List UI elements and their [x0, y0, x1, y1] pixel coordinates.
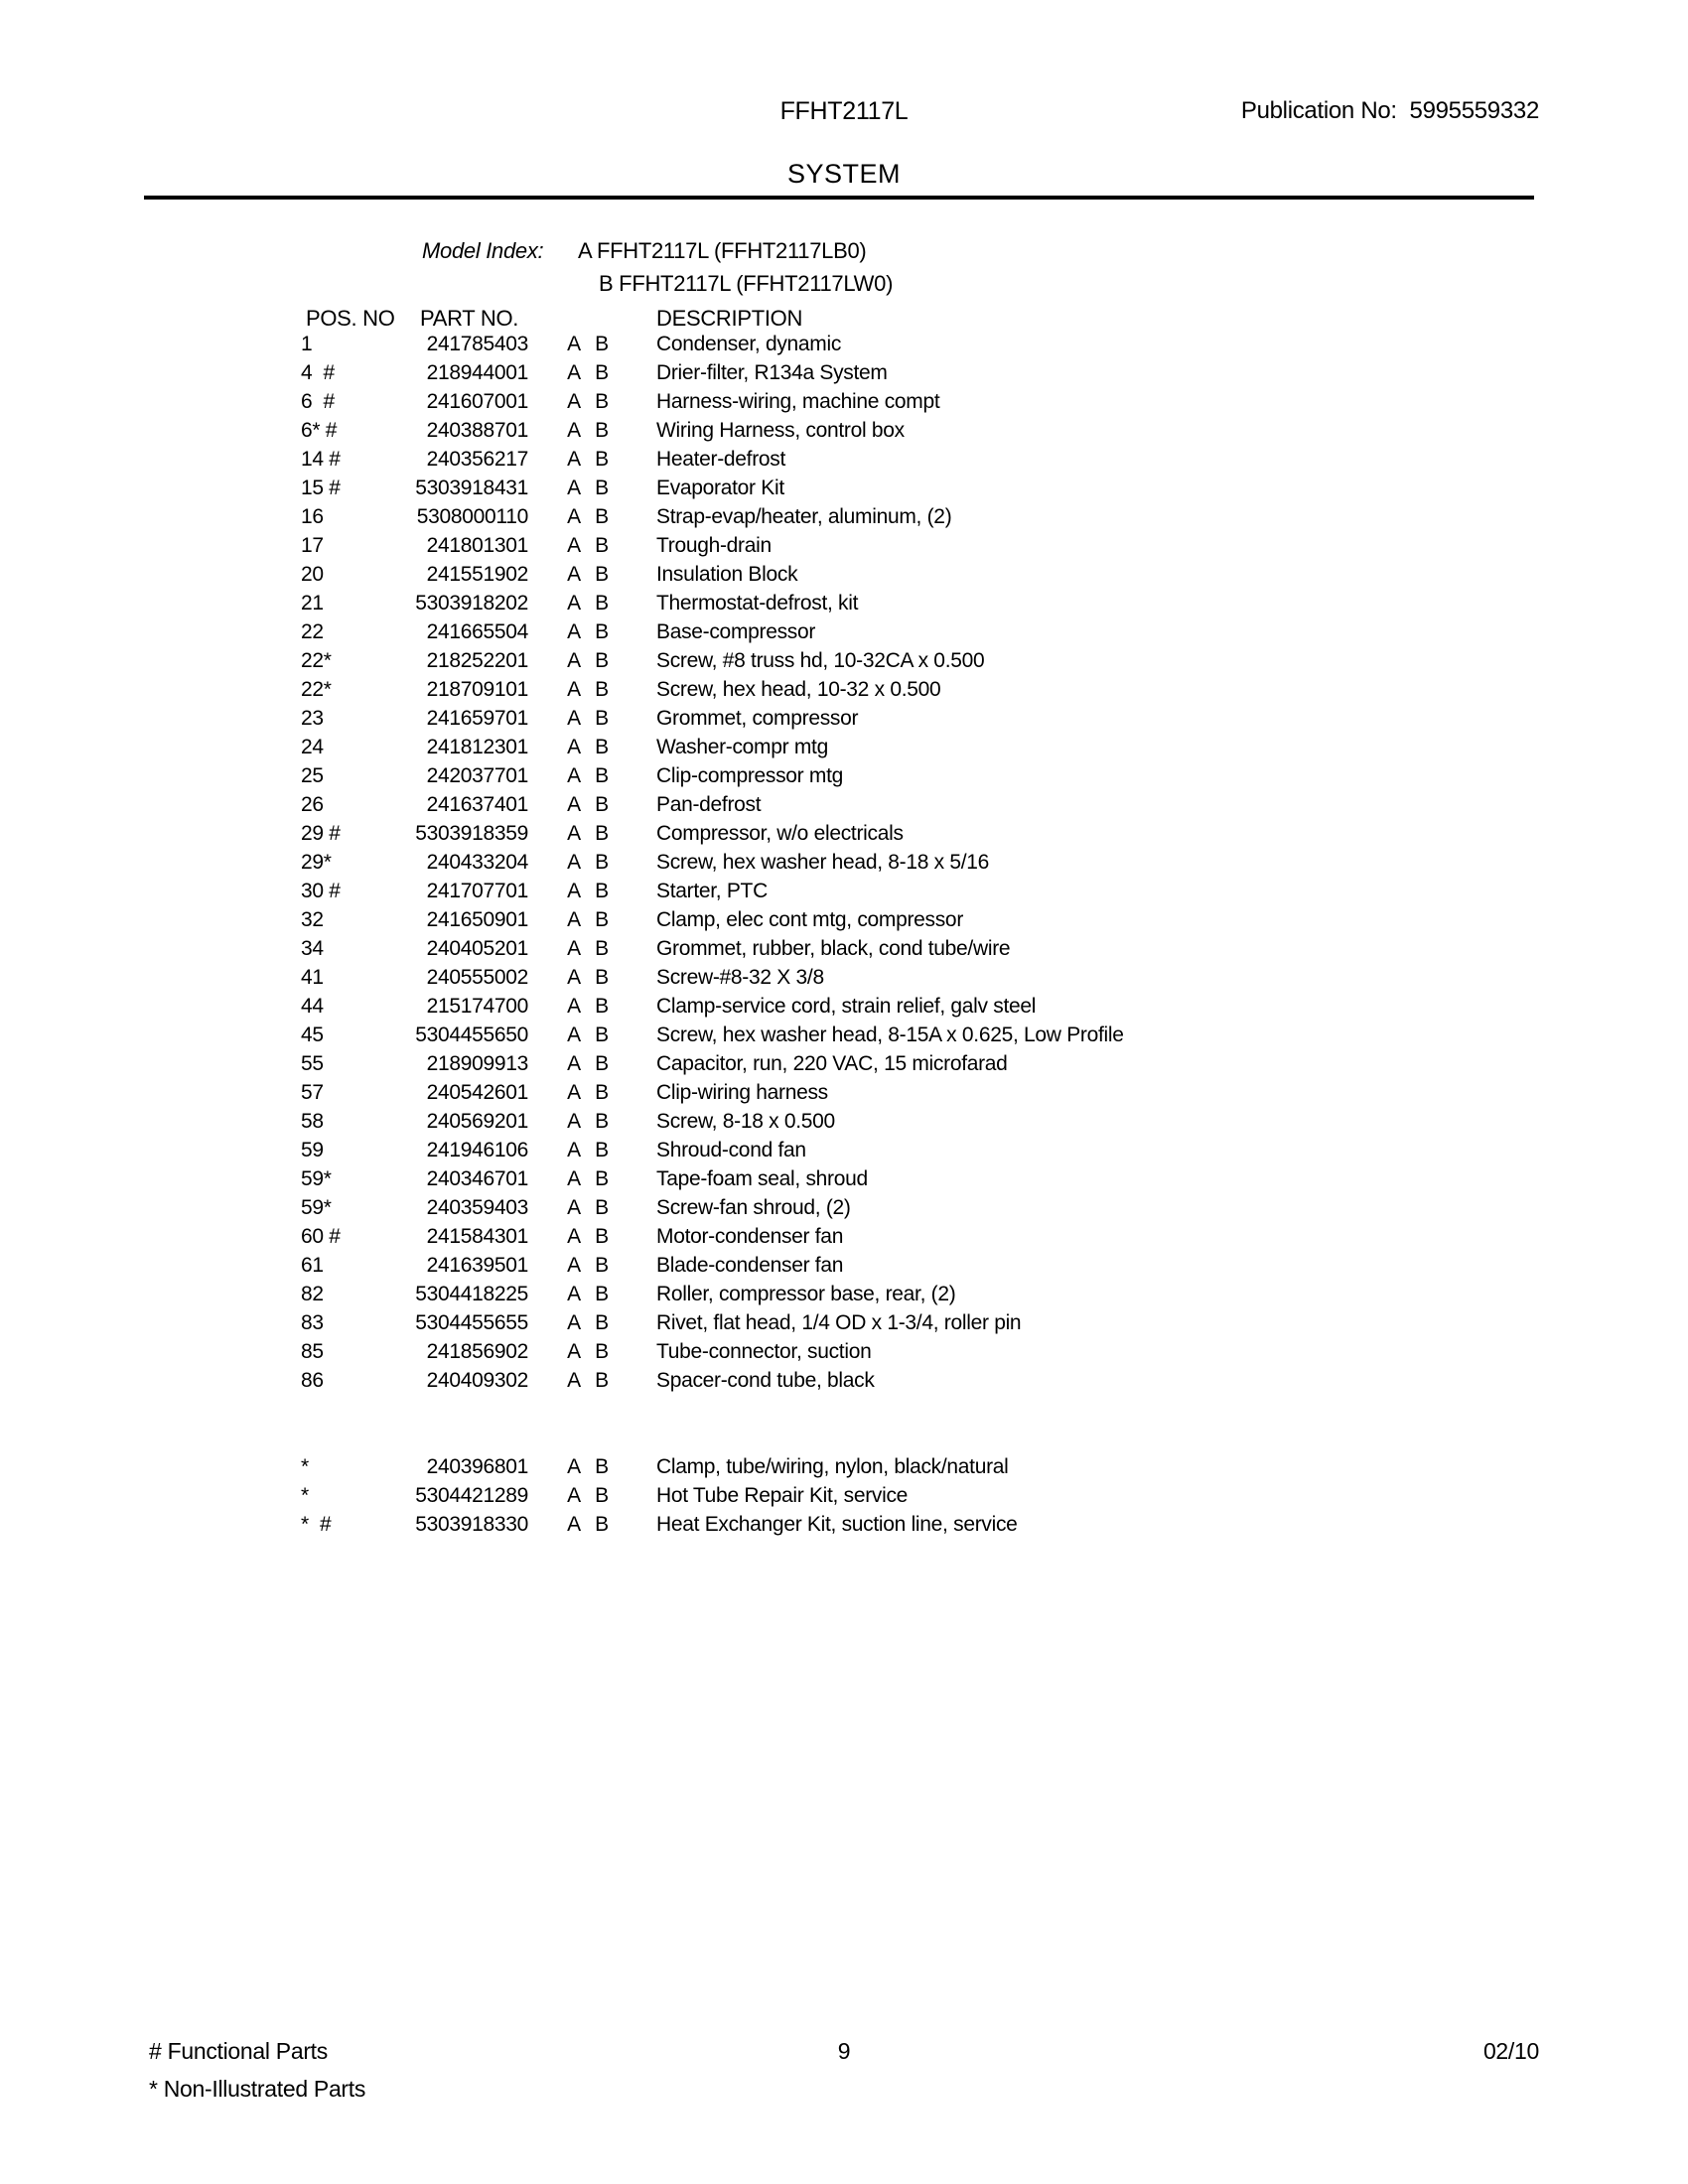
row-model-index-a: A: [567, 995, 581, 1018]
row-description: Wiring Harness, control box: [656, 419, 905, 442]
row-pos-no: 29*: [301, 851, 332, 874]
row-model-index-b: B: [595, 1283, 609, 1305]
table-row: [0, 1107, 1688, 1136]
row-description: Screw, hex washer head, 8-15A x 0.625, Low Profile: [656, 1024, 1124, 1046]
row-part-no: 240356217: [426, 448, 528, 471]
row-description: Compressor, w/o electricals: [656, 822, 904, 845]
table-row: [0, 733, 1688, 761]
row-description: Clamp, tube/wiring, nylon, black/natural: [656, 1455, 1009, 1478]
row-description: Screw, hex head, 10-32 x 0.500: [656, 678, 941, 701]
row-model-index-a: A: [567, 390, 581, 413]
row-part-no: 218252201: [426, 649, 528, 672]
row-part-no: 241812301: [426, 736, 528, 758]
row-pos-no: 85: [301, 1340, 324, 1363]
row-part-no: 240569201: [426, 1110, 528, 1133]
row-description: Base-compressor: [656, 620, 816, 643]
row-pos-no: 83: [301, 1311, 324, 1334]
row-part-no: 5308000110: [416, 505, 528, 528]
table-row: [0, 1136, 1688, 1164]
row-model-index-a: A: [567, 1254, 581, 1277]
row-part-no: 240555002: [426, 966, 528, 989]
table-row: [0, 675, 1688, 704]
row-model-index-a: A: [567, 1311, 581, 1334]
row-pos-no: 59: [301, 1139, 324, 1161]
row-part-no: 5303918330: [415, 1513, 528, 1536]
row-pos-no: 16: [301, 505, 324, 528]
row-model-index-a: A: [567, 707, 581, 730]
row-model-index-a: A: [567, 1110, 581, 1133]
header-publication-number: Publication No: 5995559332: [1240, 97, 1539, 124]
footer-functional-parts-note: # Functional Parts: [149, 2038, 328, 2064]
row-model-index-b: B: [595, 851, 609, 874]
row-part-no: 240409302: [426, 1369, 528, 1392]
row-model-index-a: A: [567, 764, 581, 787]
row-description: Clamp-service cord, strain relief, galv steel: [656, 995, 1037, 1018]
row-part-no: 241650901: [426, 908, 528, 931]
row-pos-no: 1: [301, 333, 313, 355]
row-model-index-a: A: [567, 1340, 581, 1363]
row-model-index-b: B: [595, 649, 609, 672]
row-model-index-b: B: [595, 534, 609, 557]
row-part-no: 242037701: [426, 764, 528, 787]
row-pos-no: 25: [301, 764, 324, 787]
row-part-no: 240346701: [426, 1167, 528, 1190]
parts-table-non-illustrated: [0, 1452, 1688, 1539]
row-pos-no: *: [301, 1484, 309, 1507]
row-model-index-a: A: [567, 822, 581, 845]
row-description: Clamp, elec cont mtg, compressor: [656, 908, 964, 931]
row-model-index-a: A: [567, 563, 581, 586]
row-pos-no: 55: [301, 1052, 324, 1075]
row-model-index-a: A: [567, 736, 581, 758]
header-divider-rule: [144, 196, 1534, 200]
model-index-label: Model Index:: [422, 238, 544, 263]
row-pos-no: 22: [301, 620, 324, 643]
row-description: Screw-#8-32 X 3/8: [656, 966, 824, 989]
row-description: Thermostat-defrost, kit: [656, 592, 859, 614]
row-part-no: 240396801: [426, 1455, 528, 1478]
row-model-index-b: B: [595, 505, 609, 528]
row-model-index-a: A: [567, 505, 581, 528]
header-model-number: FFHT2117L: [779, 97, 909, 125]
row-pos-no: 26: [301, 793, 324, 816]
table-row: [0, 1366, 1688, 1395]
row-pos-no: 15 #: [301, 477, 341, 499]
row-pos-no: 24: [301, 736, 324, 758]
row-model-index-a: A: [567, 678, 581, 701]
table-row: [0, 1049, 1688, 1078]
row-model-index-a: A: [567, 966, 581, 989]
row-part-no: 241637401: [426, 793, 528, 816]
row-model-index-b: B: [595, 1110, 609, 1133]
table-row: [0, 877, 1688, 905]
row-model-index-b: B: [595, 477, 609, 499]
row-description: Hot Tube Repair Kit, service: [656, 1484, 909, 1507]
row-model-index-b: B: [595, 822, 609, 845]
row-model-index-b: B: [595, 1484, 609, 1507]
row-description: Blade-condenser fan: [656, 1254, 844, 1277]
table-row: [0, 589, 1688, 617]
row-model-index-a: A: [567, 1225, 581, 1248]
table-row: [0, 790, 1688, 819]
row-model-index-b: B: [595, 736, 609, 758]
row-part-no: 241946106: [426, 1139, 528, 1161]
row-pos-no: 21: [301, 592, 324, 614]
row-part-no: 241856902: [426, 1340, 528, 1363]
row-pos-no: 4 #: [301, 361, 335, 384]
row-description: Capacitor, run, 220 VAC, 15 microfarad: [656, 1052, 1008, 1075]
table-row: [0, 1481, 1688, 1510]
row-part-no: 241785403: [426, 333, 528, 355]
row-pos-no: 57: [301, 1081, 324, 1104]
row-part-no: 240388701: [426, 419, 528, 442]
row-model-index-a: A: [567, 448, 581, 471]
table-row: [0, 761, 1688, 790]
row-model-index-a: A: [567, 534, 581, 557]
row-description: Trough-drain: [656, 534, 772, 557]
row-model-index-a: A: [567, 1455, 581, 1478]
row-part-no: 240542601: [426, 1081, 528, 1104]
row-model-index-b: B: [595, 764, 609, 787]
row-model-index-a: A: [567, 419, 581, 442]
row-part-no: 241551902: [426, 563, 528, 586]
row-model-index-a: A: [567, 1196, 581, 1219]
row-pos-no: 45: [301, 1024, 324, 1046]
row-description: Heater-defrost: [656, 448, 786, 471]
table-row: [0, 934, 1688, 963]
row-model-index-a: A: [567, 1024, 581, 1046]
row-model-index-a: A: [567, 592, 581, 614]
row-model-index-a: A: [567, 908, 581, 931]
row-description: Screw-fan shroud, (2): [656, 1196, 851, 1219]
row-model-index-a: A: [567, 620, 581, 643]
row-model-index-a: A: [567, 1167, 581, 1190]
row-description: Starter, PTC: [656, 880, 768, 902]
row-part-no: 241665504: [426, 620, 528, 643]
row-model-index-a: A: [567, 361, 581, 384]
table-row: [0, 1452, 1688, 1481]
row-description: Screw, hex washer head, 8-18 x 5/16: [656, 851, 990, 874]
row-pos-no: 29 #: [301, 822, 341, 845]
row-model-index-a: A: [567, 1283, 581, 1305]
row-model-index-a: A: [567, 1081, 581, 1104]
row-part-no: 5303918359: [415, 822, 528, 845]
table-row: [0, 819, 1688, 848]
row-model-index-b: B: [595, 1024, 609, 1046]
revision-date: 02/10: [1482, 2038, 1539, 2064]
column-header-part-no: PART NO.: [420, 306, 519, 331]
row-part-no: 241707701: [426, 880, 528, 902]
row-description: Spacer-cond tube, black: [656, 1369, 875, 1392]
row-model-index-b: B: [595, 1167, 609, 1190]
row-pos-no: 59*: [301, 1167, 332, 1190]
table-row: [0, 704, 1688, 733]
table-row: [0, 848, 1688, 877]
table-row: [0, 1510, 1688, 1539]
row-pos-no: 34: [301, 937, 324, 960]
row-model-index-b: B: [595, 361, 609, 384]
row-model-index-a: A: [567, 1484, 581, 1507]
row-model-index-b: B: [595, 390, 609, 413]
row-part-no: 218909913: [426, 1052, 528, 1075]
row-pos-no: 58: [301, 1110, 324, 1133]
row-model-index-a: A: [567, 649, 581, 672]
row-description: Shroud-cond fan: [656, 1139, 806, 1161]
table-row: [0, 1280, 1688, 1308]
table-row: [0, 1078, 1688, 1107]
table-row: [0, 1021, 1688, 1049]
row-model-index-b: B: [595, 1513, 609, 1536]
row-pos-no: 30 #: [301, 880, 341, 902]
row-model-index-b: B: [595, 1052, 609, 1075]
row-model-index-b: B: [595, 1139, 609, 1161]
row-pos-no: 44: [301, 995, 324, 1018]
row-pos-no: 22*: [301, 678, 332, 701]
table-row: [0, 330, 1688, 358]
table-row: [0, 992, 1688, 1021]
row-pos-no: *: [301, 1455, 309, 1478]
row-description: Evaporator Kit: [656, 477, 784, 499]
section-title: SYSTEM: [786, 159, 902, 189]
row-description: Rivet, flat head, 1/4 OD x 1-3/4, roller pin: [656, 1311, 1022, 1334]
row-part-no: 241607001: [426, 390, 528, 413]
row-pos-no: 60 #: [301, 1225, 341, 1248]
row-model-index-b: B: [595, 1254, 609, 1277]
row-pos-no: 20: [301, 563, 324, 586]
row-description: Motor-condenser fan: [656, 1225, 844, 1248]
row-model-index-b: B: [595, 966, 609, 989]
row-description: Roller, compressor base, rear, (2): [656, 1283, 956, 1305]
row-pos-no: 14 #: [301, 448, 341, 471]
row-model-index-a: A: [567, 1369, 581, 1392]
row-description: Tape-foam seal, shroud: [656, 1167, 868, 1190]
row-description: Washer-compr mtg: [656, 736, 828, 758]
column-header-description: DESCRIPTION: [656, 306, 803, 331]
row-model-index-a: A: [567, 1139, 581, 1161]
row-model-index-b: B: [595, 333, 609, 355]
row-model-index-b: B: [595, 880, 609, 902]
row-model-index-b: B: [595, 620, 609, 643]
row-part-no: 241801301: [426, 534, 528, 557]
table-row: [0, 1164, 1688, 1193]
row-model-index-a: A: [567, 1052, 581, 1075]
row-model-index-b: B: [595, 1081, 609, 1104]
row-model-index-b: B: [595, 793, 609, 816]
row-pos-no: 59*: [301, 1196, 332, 1219]
row-part-no: 5304418225: [415, 1283, 528, 1305]
table-row: [0, 1222, 1688, 1251]
table-row: [0, 905, 1688, 934]
row-pos-no: * #: [301, 1513, 332, 1536]
row-model-index-b: B: [595, 1196, 609, 1219]
row-description: Grommet, rubber, black, cond tube/wire: [656, 937, 1011, 960]
table-row: [0, 1193, 1688, 1222]
table-row: [0, 531, 1688, 560]
row-description: Screw, #8 truss hd, 10-32CA x 0.500: [656, 649, 985, 672]
row-model-index-a: A: [567, 880, 581, 902]
row-pos-no: 32: [301, 908, 324, 931]
table-row: [0, 560, 1688, 589]
table-row: [0, 416, 1688, 445]
row-pos-no: 82: [301, 1283, 324, 1305]
row-model-index-a: A: [567, 1513, 581, 1536]
table-row: [0, 963, 1688, 992]
table-row: [0, 387, 1688, 416]
table-row: [0, 1251, 1688, 1280]
row-part-no: 5304421289: [415, 1484, 528, 1507]
row-pos-no: 41: [301, 966, 324, 989]
row-description: Drier-filter, R134a System: [656, 361, 888, 384]
row-model-index-b: B: [595, 1455, 609, 1478]
row-part-no: 240433204: [426, 851, 528, 874]
row-part-no: 241639501: [426, 1254, 528, 1277]
table-row: [0, 646, 1688, 675]
row-model-index-a: A: [567, 333, 581, 355]
row-pos-no: 86: [301, 1369, 324, 1392]
row-pos-no: 61: [301, 1254, 324, 1277]
row-model-index-b: B: [595, 995, 609, 1018]
row-pos-no: 6 #: [301, 390, 335, 413]
table-row: [0, 1337, 1688, 1366]
row-part-no: 241659701: [426, 707, 528, 730]
column-header-pos-no: POS. NO: [306, 306, 395, 331]
row-part-no: 5304455655: [415, 1311, 528, 1334]
row-description: Clip-wiring harness: [656, 1081, 828, 1104]
table-row: [0, 445, 1688, 474]
row-description: Harness-wiring, machine compt: [656, 390, 940, 413]
row-model-index-b: B: [595, 678, 609, 701]
row-model-index-b: B: [595, 707, 609, 730]
row-model-index-a: A: [567, 937, 581, 960]
row-part-no: 5303918431: [415, 477, 528, 499]
row-model-index-b: B: [595, 563, 609, 586]
row-description: Screw, 8-18 x 0.500: [656, 1110, 835, 1133]
row-description: Condenser, dynamic: [656, 333, 842, 355]
table-row: [0, 502, 1688, 531]
row-pos-no: 23: [301, 707, 324, 730]
row-description: Insulation Block: [656, 563, 798, 586]
table-row: [0, 358, 1688, 387]
table-row: [0, 474, 1688, 502]
row-description: Clip-compressor mtg: [656, 764, 844, 787]
row-part-no: 241584301: [426, 1225, 528, 1248]
footer-non-illustrated-note: * Non-Illustrated Parts: [149, 2076, 366, 2102]
row-model-index-b: B: [595, 1225, 609, 1248]
row-description: Tube-connector, suction: [656, 1340, 872, 1363]
model-index-entry-a: A FFHT2117L (FFHT2117LB0): [578, 238, 867, 263]
row-part-no: 240359403: [426, 1196, 528, 1219]
row-model-index-b: B: [595, 448, 609, 471]
row-model-index-a: A: [567, 477, 581, 499]
row-model-index-b: B: [595, 908, 609, 931]
row-model-index-a: A: [567, 851, 581, 874]
row-description: Grommet, compressor: [656, 707, 859, 730]
page-number: 9: [837, 2038, 851, 2064]
row-part-no: 215174700: [426, 995, 528, 1018]
row-description: Strap-evap/heater, aluminum, (2): [656, 505, 952, 528]
row-model-index-b: B: [595, 1311, 609, 1334]
row-pos-no: 17: [301, 534, 324, 557]
model-index-entry-b: B FFHT2117L (FFHT2117LW0): [599, 271, 894, 296]
row-model-index-b: B: [595, 1340, 609, 1363]
parts-table-main: [0, 330, 1688, 1395]
row-model-index-b: B: [595, 1369, 609, 1392]
row-description: Pan-defrost: [656, 793, 762, 816]
row-part-no: 5303918202: [415, 592, 528, 614]
row-part-no: 240405201: [426, 937, 528, 960]
row-part-no: 5304455650: [415, 1024, 528, 1046]
row-model-index-a: A: [567, 793, 581, 816]
row-description: Heat Exchanger Kit, suction line, service: [656, 1513, 1018, 1536]
row-model-index-b: B: [595, 937, 609, 960]
row-pos-no: 22*: [301, 649, 332, 672]
table-row: [0, 617, 1688, 646]
row-part-no: 218709101: [426, 678, 528, 701]
row-model-index-b: B: [595, 419, 609, 442]
row-pos-no: 6* #: [301, 419, 338, 442]
table-row: [0, 1308, 1688, 1337]
row-model-index-b: B: [595, 592, 609, 614]
row-part-no: 218944001: [426, 361, 528, 384]
